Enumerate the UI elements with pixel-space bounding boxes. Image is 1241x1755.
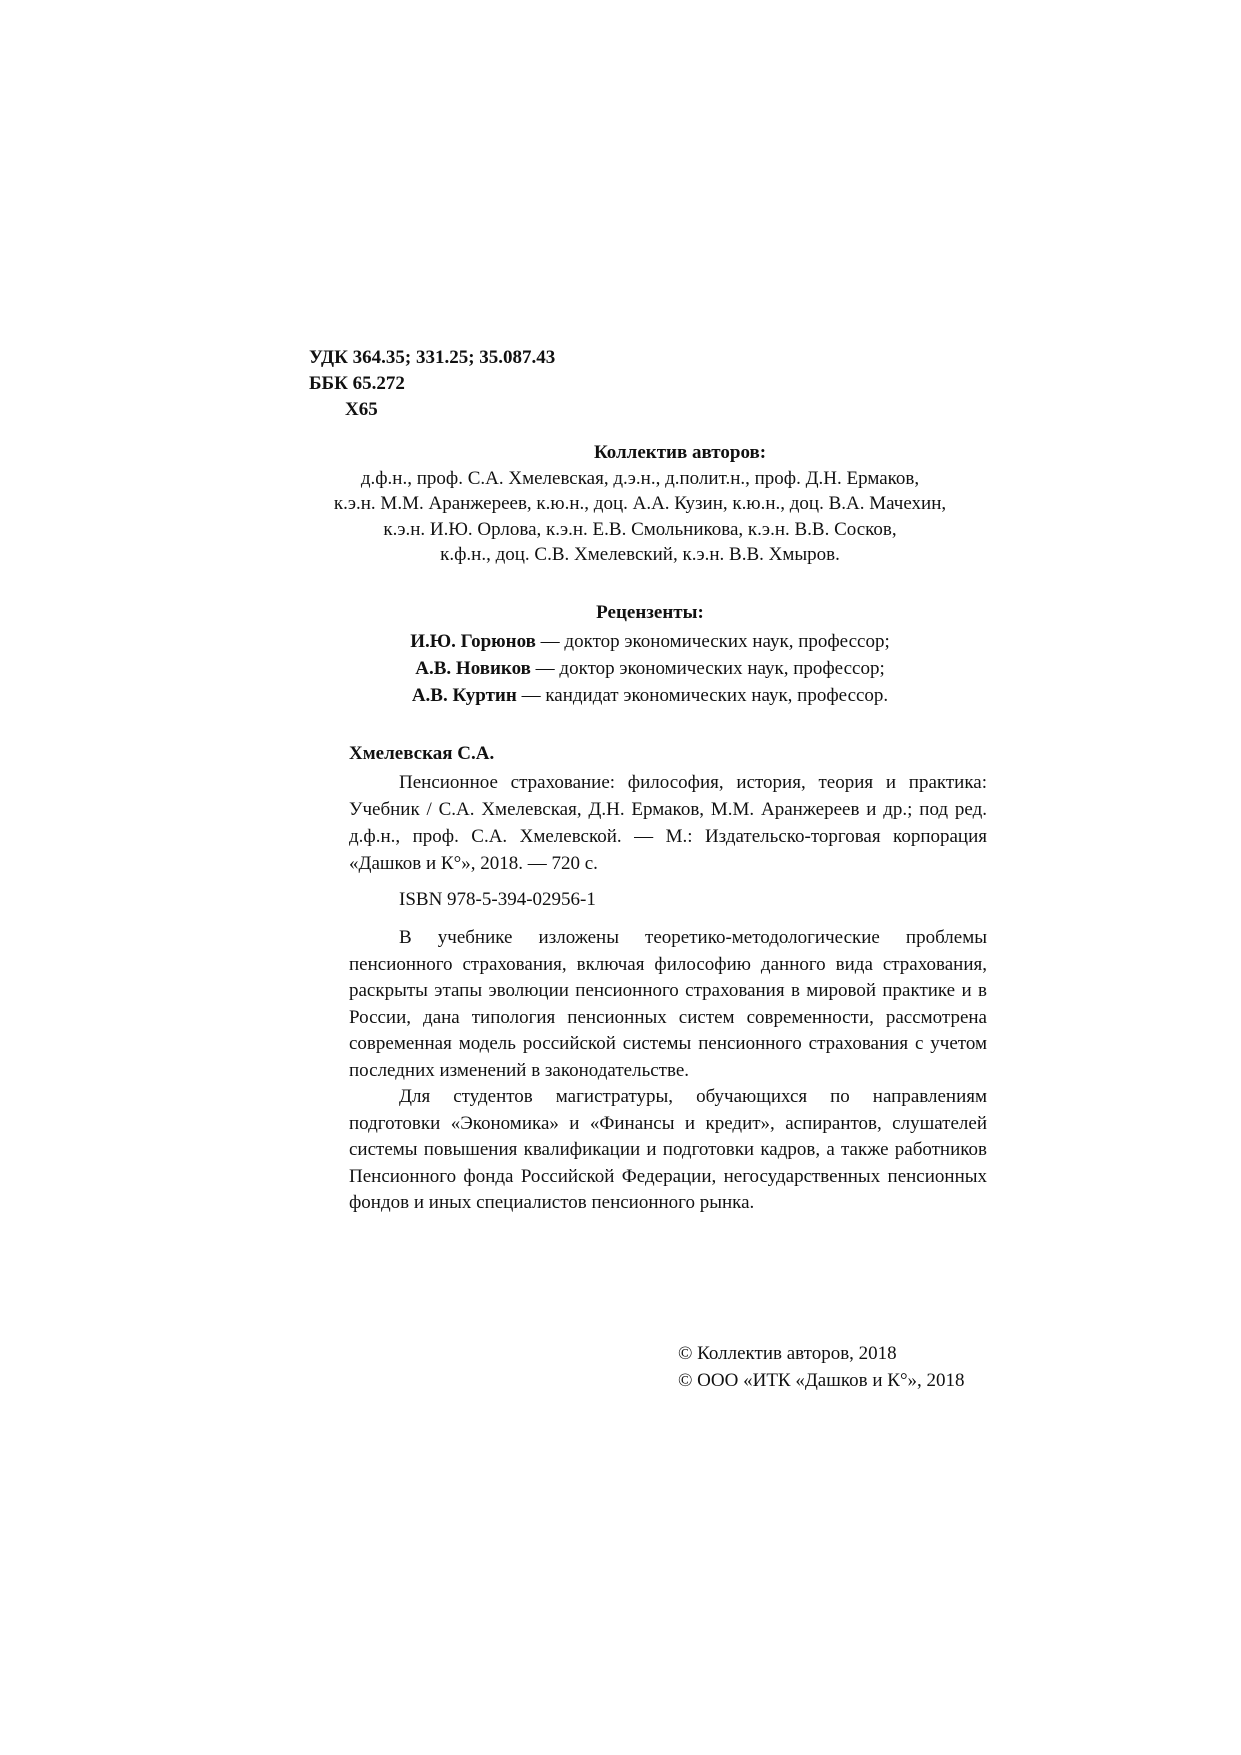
classification-block [309, 345, 555, 423]
abstract-paragraph-1: В учебнике изложены теоретико-методологические проблемы пенсионного страхования, включая философию данного вида страхования, раскрыты этапы эволюции пенсионного страхования в мировой практике и в России, дана типология пенсионных систем современности, рассмотрена современная модель российской системы пенсионного страхования с учетом последних изменений в законодательстве. [349, 927, 987, 1081]
udk-code: УДК 364.35; 331.25; 35.087.43 [309, 347, 556, 368]
author-sign-code: Х65 [345, 399, 378, 420]
isbn: ISBN 978-5-394-02956-1 [399, 889, 596, 910]
reviewer-item [390, 682, 910, 709]
authors-heading: Коллектив авторов: [593, 442, 767, 463]
copyright-line: © Коллектив авторов, 2018 [678, 1343, 897, 1364]
authors-line: д.ф.н., проф. С.А. Хмелевская, д.э.н., д.полит.н., проф. Д.Н. Ермаков, [360, 467, 920, 489]
abstract-paragraph-2: Для студентов магистратуры, обучающихся по направлениям подготовки «Экономика» и «Финансы и кредит», аспирантов, слушателей системы повышения квалификации и подготовки кадров, а также работников Пенсионного фонда Российской Федерации, негосударственных пенсионных фондов и иных специалистов пенсионного рынка. [349, 1086, 987, 1213]
reviewer-desc: — доктор экономических наук, профессор; [535, 631, 890, 652]
reviewer-name: А.В. Новиков [415, 658, 531, 679]
authors-line: к.э.н. М.М. Аранжереев, к.ю.н., доц. А.А. Кузин, к.ю.н., доц. В.А. Мачехин, [333, 493, 947, 514]
bbk-code: ББК 65.272 [309, 373, 405, 394]
reviewer-name: И.Ю. Горюнов [410, 631, 536, 652]
copyright-block [678, 1340, 965, 1394]
reviewer-name: А.В. Куртин [411, 685, 517, 706]
reviewer-desc: — доктор экономических наук, профессор; [530, 658, 885, 679]
reviewer-item [390, 628, 910, 655]
reviewer-desc: — кандидат экономических наук, профессор. [516, 685, 889, 706]
authors-line: к.э.н. И.Ю. Орлова, к.э.н. Е.В. Смольникова, к.э.н. В.В. Сосков, [383, 518, 897, 540]
authors-line: к.ф.н., доц. С.В. Хмелевский, к.э.н. В.В. Хмыров. [440, 544, 840, 565]
authors-collective [300, 440, 980, 568]
copyright-line: © ООО «ИТК «Дашков и К°», 2018 [678, 1370, 965, 1391]
reviewers-block [390, 599, 910, 709]
record-author: Хмелевская С.А. [349, 743, 495, 764]
reviewers-heading: Рецензенты: [596, 602, 704, 623]
record-description: Пенсионное страхование: философия, история, теория и практика: Учебник / С.А. Хмелевская, Д.Н. Ермаков, М.М. Аранжереев и др.; под ред. д.ф.н., проф. С.А. Хмелевской. — М.: Издательско-торговая корпорация «Дашков и К°», 2018. — 720 с. [349, 772, 987, 874]
reviewer-item [390, 655, 910, 682]
bibliographic-record [349, 740, 987, 1217]
